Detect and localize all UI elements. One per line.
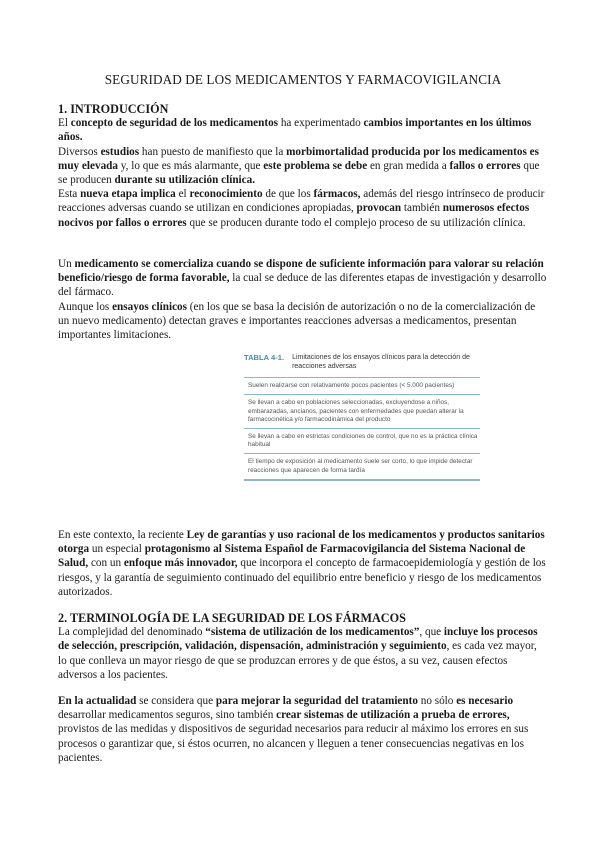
table-row: Se llevan a cabo en estrictas condiciones de control, que no es la práctica clínica habitual [244, 429, 480, 454]
paragraph: El concepto de seguridad de los medicamentos ha experimentado cambios importantes en los últimos años. [58, 117, 532, 144]
table-row: Se llevan a cabo en poblaciones seleccionadas, excluyendose a niños, embarazadas, ancianos, pacientes con enfermedades que puedan alterar la farmacocinética y/o farmacodinámica del producto [244, 395, 480, 429]
section-introduccion [58, 102, 548, 230]
section-terminologia-cont [58, 694, 548, 765]
table-row: Suelen realizarse con relativamente pocos pacientes (< 5.000 pacientes) [244, 378, 480, 395]
paragraph: En este contexto, la reciente Ley de garantías y uso racional de los medicamentos y productos sanitarios otorga un especial protagonismo al Sistema Español de Farmacovigilancia del Sistema Nacional de Salud, con un enfoque más innovador, que incorpora el concepto de farmacoepidemiología y gestión de los riesgos, y la garantía de seguimiento continuado del equilibrio entre beneficio y riesgo de los medicamentos autorizados. [58, 529, 546, 598]
section-introduccion-cont [58, 257, 548, 342]
section-heading: 2. TERMINOLOGÍA DE LA SEGURIDAD DE LOS FÁRMACOS [58, 611, 406, 625]
paragraph: La complejidad del denominado “sistema de utilización de los medicamentos”, que incluye los procesos de selección, prescripción, validación, dispensación, administración y seguimiento, es cada vez mayor, lo que conlleva un mayor riesgo de que se produzcan errores y de que éstos, a su vez, causen efectos adversos a los pacientes. [58, 626, 538, 681]
paragraph: En la actualidad se considera que para mejorar la seguridad del tratamiento no sólo es necesario desarrollar medicamentos seguros, sino también crear sistemas de utilización a prueba de errores, provistos de las medidas y dispositivos de seguridad necesarios para reducir al máximo los errores en sus procesos o garantizar que, si éstos ocurren, no alcancen y lleguen a tener consecuencias negativas en los pacientes. [58, 695, 529, 764]
paragraph: Aunque los ensayos clínicos (en los que se basa la decisión de autorización o no de la comercialización de un nuevo medicamento) detectan graves e importantes reacciones adversas a medicamentos, presentan importantes limitaciones. [58, 300, 536, 342]
paragraph: Esta nueva etapa implica el reconocimiento de que los fármacos, además del riesgo intrínseco de producir reacciones adversas cuando se utilizan en condiciones apropiadas, provocan también numerosos efectos nocivos por fallos o errores que se producen durante todo el complejo proceso de su utilización clínica. [58, 188, 545, 229]
section-heading: 1. INTRODUCCIÓN [58, 102, 169, 116]
table-row: El tiempo de exposición al medicamento suele ser corto, lo que impide detectar reacciones que aparecen de forma tardía [244, 454, 480, 480]
table-label: TABLA 4-1. [244, 353, 285, 362]
paragraph: Diversos estudios han puesto de manifiesto que la morbimortalidad producida por los medicamentos es muy elevada y, lo que es más alarmante, que este problema se debe en gran medida a fallos o errores que se producen durante su utilización clínica. [58, 145, 540, 187]
section-terminologia [58, 611, 548, 682]
section-context [58, 528, 548, 599]
limitations-table [244, 354, 480, 481]
table-title: Limitaciones de los ensayos clínicos para la detección de reacciones adversas [292, 354, 470, 370]
document-title: SEGURIDAD DE LOS MEDICAMENTOS Y FARMACOVIGILANCIA [104, 72, 502, 87]
table-header [244, 354, 480, 378]
paragraph: Un medicamento se comercializa cuando se dispone de suficiente información para valorar su relación beneficio/riesgo de forma favorable, la cual se deduce de las diferentes etapas de investigación y desarrollo del fármaco. [58, 258, 547, 299]
